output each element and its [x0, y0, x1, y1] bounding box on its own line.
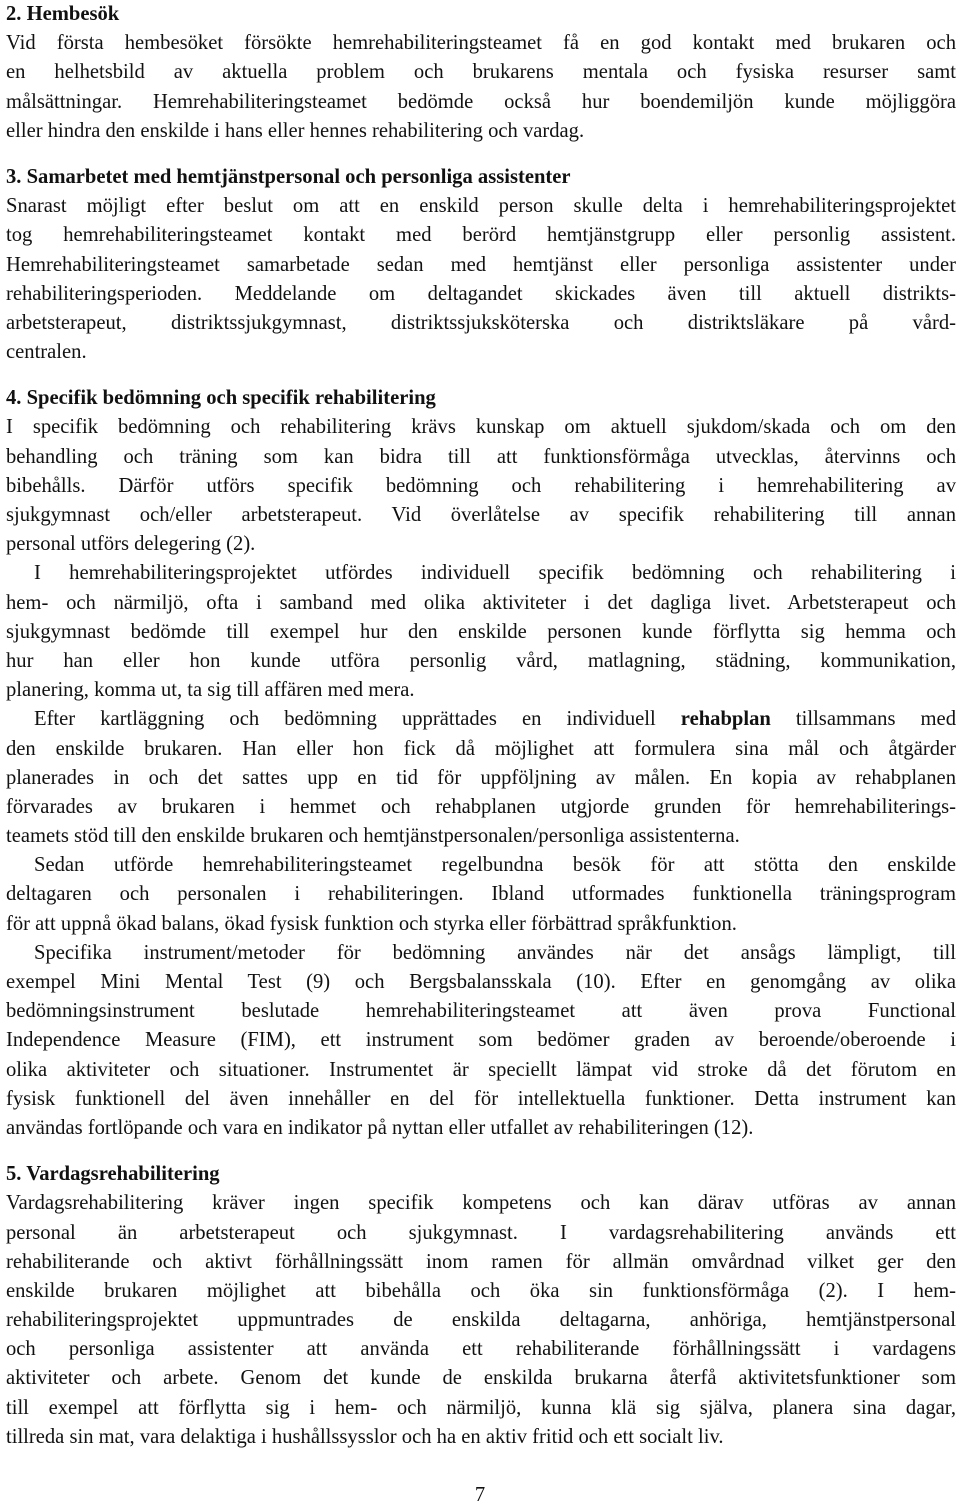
text-line: planering, komma ut, ta sig till affären med mera. [6, 679, 415, 702]
paragraph [6, 851, 956, 939]
text-line: en helhetsbild av aktuella problem och brukarens mentala och fysiska resurser samt [6, 61, 956, 84]
text-line: för att uppnå ökad balans, ökad fysisk funktion och styrka eller förbättrad språkfunktion. [6, 912, 737, 935]
text-line: hur han eller hon kunde utföra personlig vård, matlagning, städning, kommunikation, [6, 649, 956, 672]
paragraph [6, 939, 956, 1143]
paragraph [6, 1189, 956, 1452]
paragraph [6, 559, 956, 705]
text-line: behandling och träning som kan bidra till att funktionsförmåga utvecklas, återvinns och [6, 445, 956, 468]
document-page [6, 0, 956, 1452]
text-line: Sedan utförde hemrehabiliteringsteamet regelbundna besök för att stötta den enskilde [34, 854, 956, 877]
paragraph [6, 705, 956, 851]
text-line: Independence Measure (FIM), ett instrument som bedömer graden av beroende/oberoende i [6, 1029, 956, 1052]
text-line: rehabiliteringsprojektet uppmuntrades de enskilda deltagarna, anhöriga, hemtjänstpersonal [6, 1309, 956, 1332]
section-specifik-bedomning [6, 384, 956, 1143]
text-run: tillsammans med [770, 708, 956, 731]
section-heading: 2. Hembesök [6, 3, 120, 25]
text-line: I hemrehabiliteringsprojektet utfördes individuell specifik bedömning och rehabilitering i [34, 562, 956, 585]
text-line: rehabiliterande och aktivt förhållningssätt inom ramen för allmän omvårdnad vilket ger den [6, 1250, 956, 1273]
text-line [6, 705, 956, 734]
section-heading: 5. Vardagsrehabilitering [6, 1163, 220, 1186]
section-samarbetet [6, 163, 956, 367]
text-line: enskilde brukaren möjlighet att bibehålla och öka sin funktionsförmåga (2). I hem- [6, 1279, 956, 1302]
text-line: planerades in och det sattes upp en tid för uppföljning av målen. En kopia av rehabplanen [6, 766, 956, 789]
text-line: personal än arbetsterapeut och sjukgymnast. I vardagsrehabilitering används ett [6, 1221, 956, 1244]
text-line: hem- och närmiljö, ofta i samband med olika aktiviteter i det dagliga livet. Arbetsterapeut och [6, 591, 956, 614]
text-line: användas fortlöpande och vara en indikator på nyttan eller utfallet av rehabiliteringen (12). [6, 1116, 754, 1139]
text-line: sjukgymnast och/eller arbetsterapeut. Vid överlåtelse av specifik rehabilitering till annan [6, 504, 956, 526]
text-line: tog hemrehabiliteringsteamet kontakt med berörd hemtjänstgrupp eller personlig assistent. [6, 224, 956, 247]
text-line: bedömningsinstrument beslutade hemrehabiliteringsteamet att även prova Functional [6, 1000, 956, 1023]
text-line: arbetsterapeut, distriktssjukgymnast, distriktssjuksköterska och distriktsläkare på vård- [6, 311, 956, 334]
paragraph [6, 29, 956, 146]
text-line: förvarades av brukaren i hemmet och rehabplanen utgjorde grunden för hemrehabiliterings- [6, 795, 956, 818]
section-heading: 4. Specifik bedömning och specifik rehabilitering [6, 387, 436, 410]
text-line: rehabiliteringsperioden. Meddelande om deltagandet skickades även till aktuell distrikts- [6, 282, 956, 305]
page-number: 7 [474, 1484, 486, 1506]
section-vardagsrehabilitering [6, 1160, 956, 1452]
text-line: Vardagsrehabilitering kräver ingen specifik kompetens och kan därav utföras av annan [6, 1192, 956, 1215]
text-line: tillreda sin mat, vara delaktiga i hushållssysslor och ha en aktiv fritid och ett socialt liv. [6, 1425, 724, 1448]
emphasis-rehabplan: rehabplan [680, 708, 771, 731]
text-line: målsättningar. Hemrehabiliteringsteamet bedömde också hur boendemiljön kunde möjliggöra [6, 90, 956, 113]
text-line: deltagaren och personalen i rehabiliteringen. Ibland utformades funktionella träningsprogram [6, 883, 956, 906]
text-line: I specifik bedömning och rehabilitering krävs kunskap om aktuell sjukdom/skada och om den [6, 416, 956, 439]
text-line: Hemrehabiliteringsteamet samarbetade sedan med hemtjänst eller personliga assistenter under [6, 253, 956, 276]
section-heading: 3. Samarbetet med hemtjänstpersonal och personliga assistenter [6, 165, 571, 188]
text-run: Efter kartläggning och bedömning upprättades en individuell [34, 708, 681, 731]
text-line: sjukgymnast bedömde till exempel hur den enskilde personen kunde förflytta sig hemma och [6, 620, 956, 643]
text-line: olika aktiviteter och situationer. Instrumentet är speciellt lämpat vid stroke då det förutom en [6, 1058, 956, 1081]
section-hembesok [6, 0, 956, 146]
text-line: aktiviteter och arbete. Genom det kunde de enskilda brukarna återfå aktivitetsfunktioner som [6, 1367, 956, 1390]
text-line: den enskilde brukaren. Han eller hon fick då möjlighet att formulera sina mål och åtgärder [6, 737, 956, 760]
paragraph [6, 192, 956, 367]
text-line: Snarast möjligt efter beslut om att en enskild person skulle delta i hemrehabiliteringsprojektet [6, 195, 956, 218]
text-line: eller hindra den enskilde i hans eller hennes rehabilitering och vardag. [6, 119, 585, 142]
text-line: exempel Mini Mental Test (9) och Bergsbalansskala (10). Efter en genomgång av olika [6, 971, 956, 993]
text-line: fysisk funktionell del även innehåller en del för intellektuella funktioner. Detta instrument kan [6, 1087, 956, 1110]
text-line: Vid första hembesöket försökte hemrehabiliteringsteamet få en god kontakt med brukaren och [6, 32, 956, 55]
paragraph [6, 413, 956, 559]
text-line: teamets stöd till den enskilde brukaren och hemtjänstpersonalen/personliga assistenterna. [6, 825, 740, 848]
text-line: och personliga assistenter att använda ett rehabiliterande förhållningssätt i vardagens [6, 1338, 956, 1361]
text-line: bibehålls. Därför utförs specifik bedömning och rehabilitering i hemrehabilitering av [6, 474, 956, 497]
text-line: personal utförs delegering (2). [6, 533, 256, 556]
text-line: centralen. [6, 341, 87, 364]
text-line: Specifika instrument/metoder för bedömning användes när det ansågs lämpligt, till [34, 941, 956, 964]
text-line: till exempel att förflytta sig i hem- och närmiljö, kunna klä sig själva, planera sina dagar, [6, 1396, 956, 1419]
